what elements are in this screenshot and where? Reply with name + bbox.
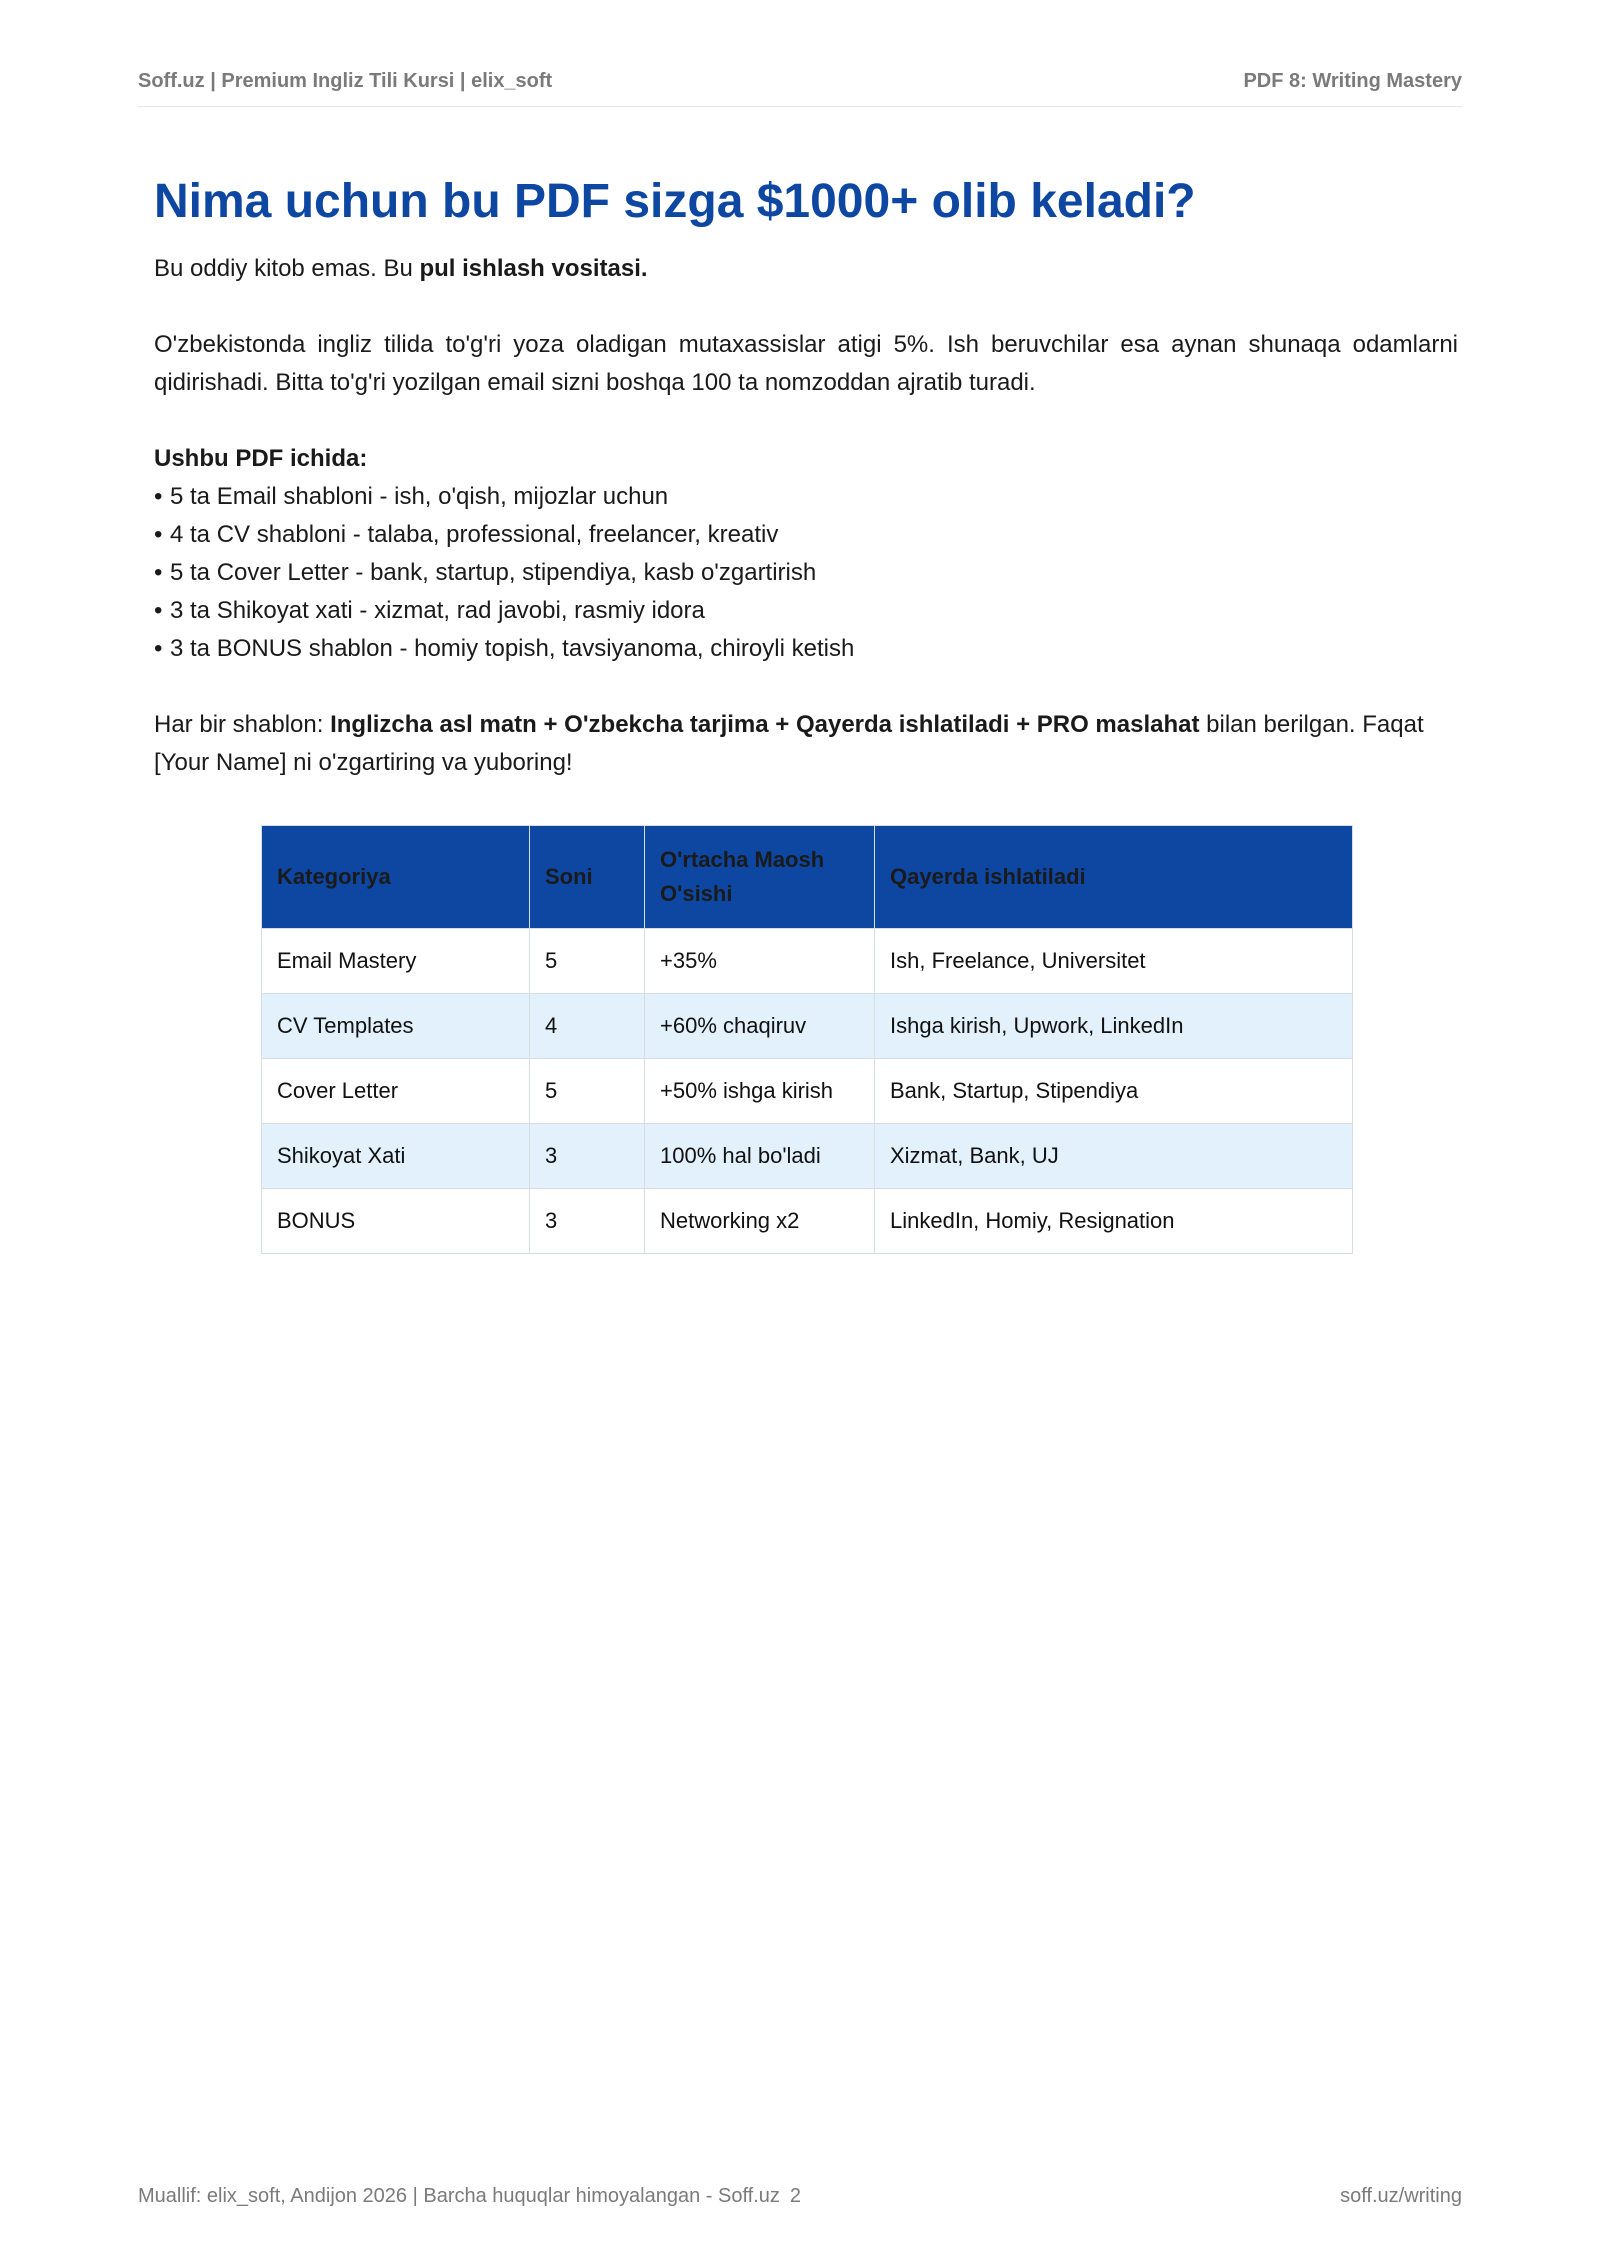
list-item	[154, 516, 1458, 554]
list-item-text: 5 ta Email shabloni - ish, o'qish, mijozlar uchun	[170, 483, 669, 510]
table-cell: LinkedIn, Homiy, Resignation	[875, 1189, 1353, 1254]
bullet-icon: •	[154, 597, 163, 624]
header-left-text: Soff.uz | Premium Ingliz Tili Kursi | elix_soft	[138, 70, 553, 92]
table-cell: BONUS	[262, 1189, 530, 1254]
list-item	[154, 630, 1458, 668]
table-cell: 4	[530, 994, 645, 1059]
intro-paragraph	[154, 250, 1458, 288]
list-item-text: 3 ta BONUS shablon - homiy topish, tavsiyanoma, chiroyli ketish	[170, 635, 855, 662]
table-row	[262, 994, 1353, 1059]
list-item-text: 5 ta Cover Letter - bank, startup, stipendiya, kasb o'zgartirish	[170, 559, 817, 586]
table-row	[262, 1059, 1353, 1124]
column-header-kategoriya: Kategoriya	[262, 826, 530, 929]
list-item-text: 3 ta Shikoyat xati - xizmat, rad javobi, rasmiy idora	[170, 597, 705, 624]
table-cell: 100% hal bo'ladi	[645, 1124, 875, 1189]
table-cell: Cover Letter	[262, 1059, 530, 1124]
bullet-icon: •	[154, 483, 163, 510]
table-cell: Bank, Startup, Stipendiya	[875, 1059, 1353, 1124]
list-item	[154, 592, 1458, 630]
contents-list	[154, 478, 1458, 668]
list-item-text: 4 ta CV shabloni - talaba, professional, freelancer, kreativ	[170, 521, 779, 548]
page-title: Nima uchun bu PDF sizga $1000+ olib keladi?	[154, 175, 1196, 228]
intro-bold-text: pul ishlash vositasi.	[419, 255, 648, 282]
table-cell: Shikoyat Xati	[262, 1124, 530, 1189]
template-description-paragraph	[154, 706, 1458, 782]
template-description-suffix: bilan berilgan. Faqat [Your Name] ni o'zgartiring va yuboring!	[154, 711, 1424, 776]
column-header-maosh: O'rtacha Maosh O'sishi	[645, 826, 875, 929]
contents-list-title: Ushbu PDF ichida:	[154, 445, 368, 472]
table-header-row	[262, 826, 1353, 929]
table-cell: Email Mastery	[262, 929, 530, 994]
market-paragraph: O'zbekistonda ingliz tilida to'g'ri yoza oladigan mutaxassislar atigi 5%. Ish beruvchilar esa aynan shunaqa odamlarni qidirishadi. Bitta to'g'ri yozilgan email sizni boshqa 100 ta nomzoddan ajratib turadi.	[154, 331, 1458, 396]
list-item	[154, 554, 1458, 592]
page-header	[138, 70, 1462, 107]
table-cell: 3	[530, 1124, 645, 1189]
page-number: 2	[789, 2185, 802, 2207]
table-row	[262, 1124, 1353, 1189]
table-cell: Networking x2	[645, 1189, 875, 1254]
intro-text: Bu oddiy kitob emas. Bu	[154, 255, 420, 282]
table-cell: 3	[530, 1189, 645, 1254]
bullet-icon: •	[154, 521, 163, 548]
bullet-icon: •	[154, 635, 163, 662]
header-right-text: PDF 8: Writing Mastery	[1243, 70, 1462, 92]
table-row	[262, 929, 1353, 994]
footer-link[interactable]: soff.uz/writing	[1340, 2185, 1462, 2207]
template-description-prefix: Har bir shablon:	[154, 711, 331, 738]
footer-left	[138, 2185, 801, 2208]
template-description-bold: Inglizcha asl matn + O'zbekcha tarjima + Qayerda ishlatiladi + PRO maslahat	[330, 711, 1200, 738]
column-header-soni: Soni	[530, 826, 645, 929]
footer-copyright: Muallif: elix_soft, Andijon 2026 | Barcha huquqlar himoyalangan - Soff.uz	[138, 2185, 780, 2207]
column-header-qayerda: Qayerda ishlatiladi	[875, 826, 1353, 929]
table-cell: +50% ishga kirish	[645, 1059, 875, 1124]
table-cell: Ishga kirish, Upwork, LinkedIn	[875, 994, 1353, 1059]
main-content	[154, 168, 1458, 782]
page-footer	[138, 2185, 1462, 2208]
table-cell: CV Templates	[262, 994, 530, 1059]
bullet-icon: •	[154, 559, 163, 586]
list-item	[154, 478, 1458, 516]
table-cell: Xizmat, Bank, UJ	[875, 1124, 1353, 1189]
table-cell: 5	[530, 929, 645, 994]
table-row	[262, 1189, 1353, 1254]
table-cell: Ish, Freelance, Universitet	[875, 929, 1353, 994]
categories-table	[261, 825, 1353, 1254]
table-cell: +35%	[645, 929, 875, 994]
table-cell: 5	[530, 1059, 645, 1124]
table-cell: +60% chaqiruv	[645, 994, 875, 1059]
